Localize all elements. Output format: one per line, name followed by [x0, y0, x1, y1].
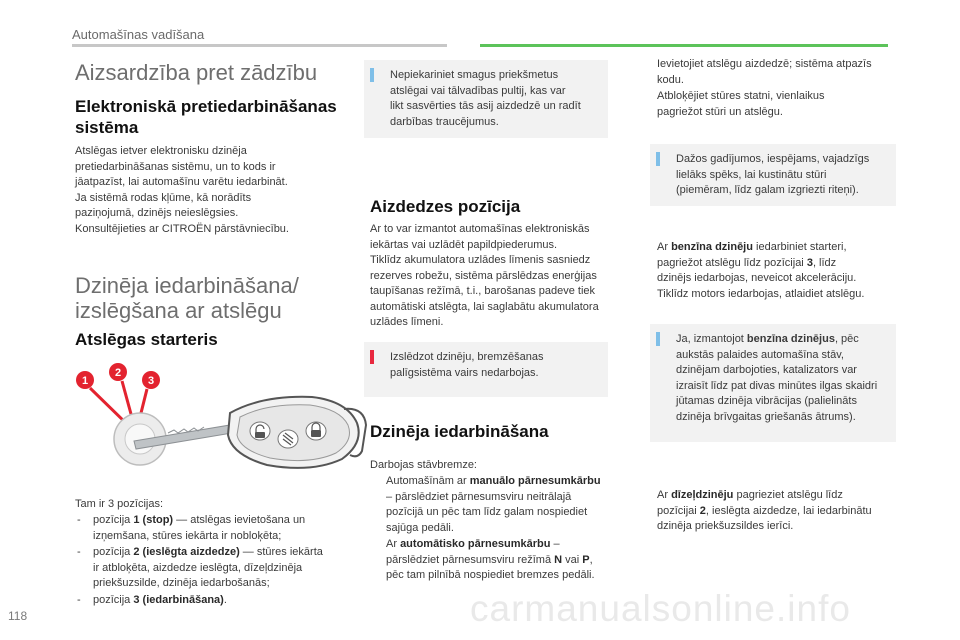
text-line: Konsultējieties ar CITROËN pārstāvniecību.	[75, 222, 289, 235]
text-line: – pārslēdziet pārnesumsviru neitrālajā	[386, 490, 572, 503]
text-line: atslēgai vai tālvadības pultij, kas var	[390, 84, 566, 97]
text-line: Ar benzīna dzinēju iedarbiniet starteri,	[657, 241, 847, 253]
text-line: priekšuzsilde, dzinēja iedarbošanās;	[93, 577, 270, 589]
text-line: lielāks spēks, lai kustinātu stūri	[676, 168, 827, 181]
position-item	[75, 545, 375, 592]
text-line: taupīšanas režīmā, t.i., barošanas padeve tiek	[370, 285, 596, 297]
section-title-anti-theft: Aizsardzība pret zādzību	[75, 60, 318, 85]
watermark: carmanualsonline.info	[470, 588, 851, 629]
info-note-text	[676, 332, 886, 425]
text-line: pozīcijai 2, ieslēgta aizdedze, lai iedarbinātu	[657, 504, 872, 517]
subtitle-ignition-position: Aizdedzes pozīcija	[370, 197, 521, 216]
text-line: uzlādes līmeni.	[370, 316, 444, 328]
text-line: palīgsistēma vairs nedarbojas.	[390, 366, 539, 379]
text-line: izņemšana, stūres iekārta ir nobloķēta;	[93, 529, 282, 542]
text-line: Tiklīdz akumulatora uzlādes līmenis sasniedz	[370, 254, 591, 266]
position-item	[75, 513, 375, 544]
bullet-item	[370, 474, 632, 536]
subtitle-engine-start: Dzinēja iedarbināšana	[370, 422, 549, 441]
callout-2	[109, 363, 127, 381]
warning-note-brake-assist	[364, 342, 608, 397]
text-line: automātiski atslēgta, lai saglabātu akumulatora	[370, 300, 599, 313]
section-title-start-stop-key	[75, 273, 365, 323]
text-line: dzinēja brīvgaitas griešanās ātrums).	[676, 410, 856, 423]
text-line: (piemēram, līdz galam izgriezti riteņi).	[676, 184, 859, 196]
position-item	[75, 593, 375, 609]
text-line: Elektroniskā pretiedarbināšanas	[75, 97, 337, 116]
info-note-text	[390, 68, 598, 130]
text-line: pagriežot stūri un atslēgu.	[657, 105, 783, 118]
text-line: pretiedarbināšanas sistēmu, un to kods ir	[75, 160, 276, 173]
petrol-engine-bullet	[641, 240, 913, 303]
info-note-text	[676, 152, 886, 199]
text-line: aukstās palaides automašīna stāv,	[676, 348, 844, 361]
text-line: Dažos gadījumos, iespējams, vajadzīgs	[676, 153, 870, 165]
engine-start-bullets	[370, 474, 632, 585]
info-marker	[370, 68, 374, 82]
text-line: Dzinēja iedarbināšana/	[75, 273, 299, 298]
bullet-item	[370, 537, 632, 584]
fob-unlock-button	[250, 422, 270, 440]
text-line: Ja sistēmā rodas kļūme, kā norādīts	[75, 191, 252, 204]
text-line: jūtamas dzinēja vibrācijas (palielināts	[676, 395, 857, 407]
info-note-heavy-objects	[364, 60, 608, 138]
key-ignition-illustration	[72, 355, 372, 480]
text-line: jāatpazīst, lai automašīnu varētu iedarbināt.	[75, 176, 288, 188]
text-line: sajūga pedāli.	[386, 521, 454, 534]
page-number: 118	[8, 609, 28, 623]
callout-3	[142, 371, 160, 389]
text-line: rezerves robežu, sistēma pārslēdzas enerģijas	[370, 269, 597, 282]
text-line: Atbloķējiet stūres statni, vienlaikus	[657, 90, 825, 102]
text-line: Ar to var izmantot automašīnas elektroniskās	[370, 223, 590, 235]
info-note-catalyst	[650, 324, 896, 442]
fob-lock-button	[306, 422, 326, 440]
text-line: iekārtas vai uzlādēt papildpiederumus.	[370, 238, 558, 251]
text-line: pozīcijā un pēc tam līdz galam nospiediet	[386, 506, 588, 518]
text-line: darbības traucējumus.	[390, 115, 499, 128]
callout-3-label: 3	[147, 375, 155, 387]
text-line: kodu.	[657, 73, 684, 86]
positions-intro: Tam ir 3 pozīcijas:	[75, 498, 164, 510]
header-rule-green	[480, 44, 888, 47]
text-line: sistēma	[75, 118, 139, 137]
text-line: pozīcija 2 (ieslēgta aizdedze) — stūres iekārta	[93, 546, 323, 558]
key-insert-bullets	[641, 57, 913, 121]
info-note-steering-force	[650, 144, 896, 206]
text-line: dzinējam darbojoties, katalizators var	[676, 364, 857, 376]
position-item-marker: -	[77, 546, 81, 558]
info-marker	[656, 152, 660, 166]
text-line: izraisīt līdz pat divas minūtes ilgas skaidri	[676, 379, 878, 392]
text-line: pēc tam pilnībā nospiediet bremzes pedāli.	[386, 569, 595, 581]
engine-start-intro: Darbojas stāvbremze:	[370, 459, 477, 471]
text-line: Izslēdzot dzinēju, bremzēšanas	[390, 351, 544, 363]
header-rule-grey	[72, 44, 447, 47]
text-line: dzinējs iedarbojas, neveicot akcelerāciju.	[657, 272, 857, 284]
ignition-paragraph	[370, 222, 630, 331]
text-line: Automašīnām ar manuālo pārnesumkārbu	[386, 475, 601, 487]
callout-2-label: 2	[114, 367, 122, 379]
bullet-item	[641, 89, 913, 120]
text-line: ir atbloķēta, aizdedze ieslēgta, dīzeļdzinēja	[93, 561, 303, 574]
text-line: Ar dīzeļdzinēju pagrieziet atslēgu līdz	[657, 489, 843, 501]
warning-note-text	[390, 350, 598, 381]
text-line: pozīcija 1 (stop) — atslēgas ievietošana un	[93, 514, 306, 526]
running-header: Automašīnas vadīšana	[72, 27, 205, 42]
text-line: paziņojumā, dzinējs neieslēgsies.	[75, 207, 239, 219]
text-line: pagriežot atslēgu līdz pozīcijai 3, līdz	[657, 256, 837, 269]
text-line: Atslēgas ietver elektronisku dzinēja	[75, 145, 247, 157]
callout-1	[76, 371, 94, 389]
text-line: Ar automātisko pārnesumkārbu –	[386, 538, 560, 550]
immobiliser-paragraph	[75, 144, 365, 237]
text-line: Ievietojiet atslēgu aizdedzē; sistēma atpazīs	[657, 58, 872, 70]
diesel-engine-bullet	[641, 488, 913, 536]
position-item-marker: -	[77, 514, 81, 526]
text-line: pozīcija 3 (iedarbināšana).	[93, 593, 227, 606]
bullet-item	[641, 240, 913, 302]
bullet-item	[641, 488, 913, 535]
position-item-marker: -	[77, 593, 81, 606]
info-marker	[656, 332, 660, 346]
text-line: likt sasvērties tās asij aizdedzē un radīt	[390, 100, 581, 112]
text-line: izslēgšana ar atslēgu	[75, 298, 282, 323]
text-line: Ja, izmantojot benzīna dzinējus, pēc	[676, 333, 859, 345]
callout-1-label: 1	[81, 375, 89, 387]
fob-lights-button	[278, 430, 298, 448]
text-line: dzinēja priekšuzsildes ierīci.	[657, 520, 794, 532]
bullet-item	[641, 57, 913, 88]
text-line: Tiklīdz motors iedarbojas, atlaidiet atslēgu.	[657, 287, 865, 300]
text-line: pārslēdziet pārnesumsviru režīmā N vai P,	[386, 553, 593, 566]
subtitle-key-starter: Atslēgas starteris	[75, 330, 218, 349]
positions-list	[75, 513, 375, 609]
warning-marker	[370, 350, 374, 364]
text-line: Nepiekariniet smagus priekšmetus	[390, 69, 559, 81]
subtitle-immobiliser	[75, 96, 365, 138]
